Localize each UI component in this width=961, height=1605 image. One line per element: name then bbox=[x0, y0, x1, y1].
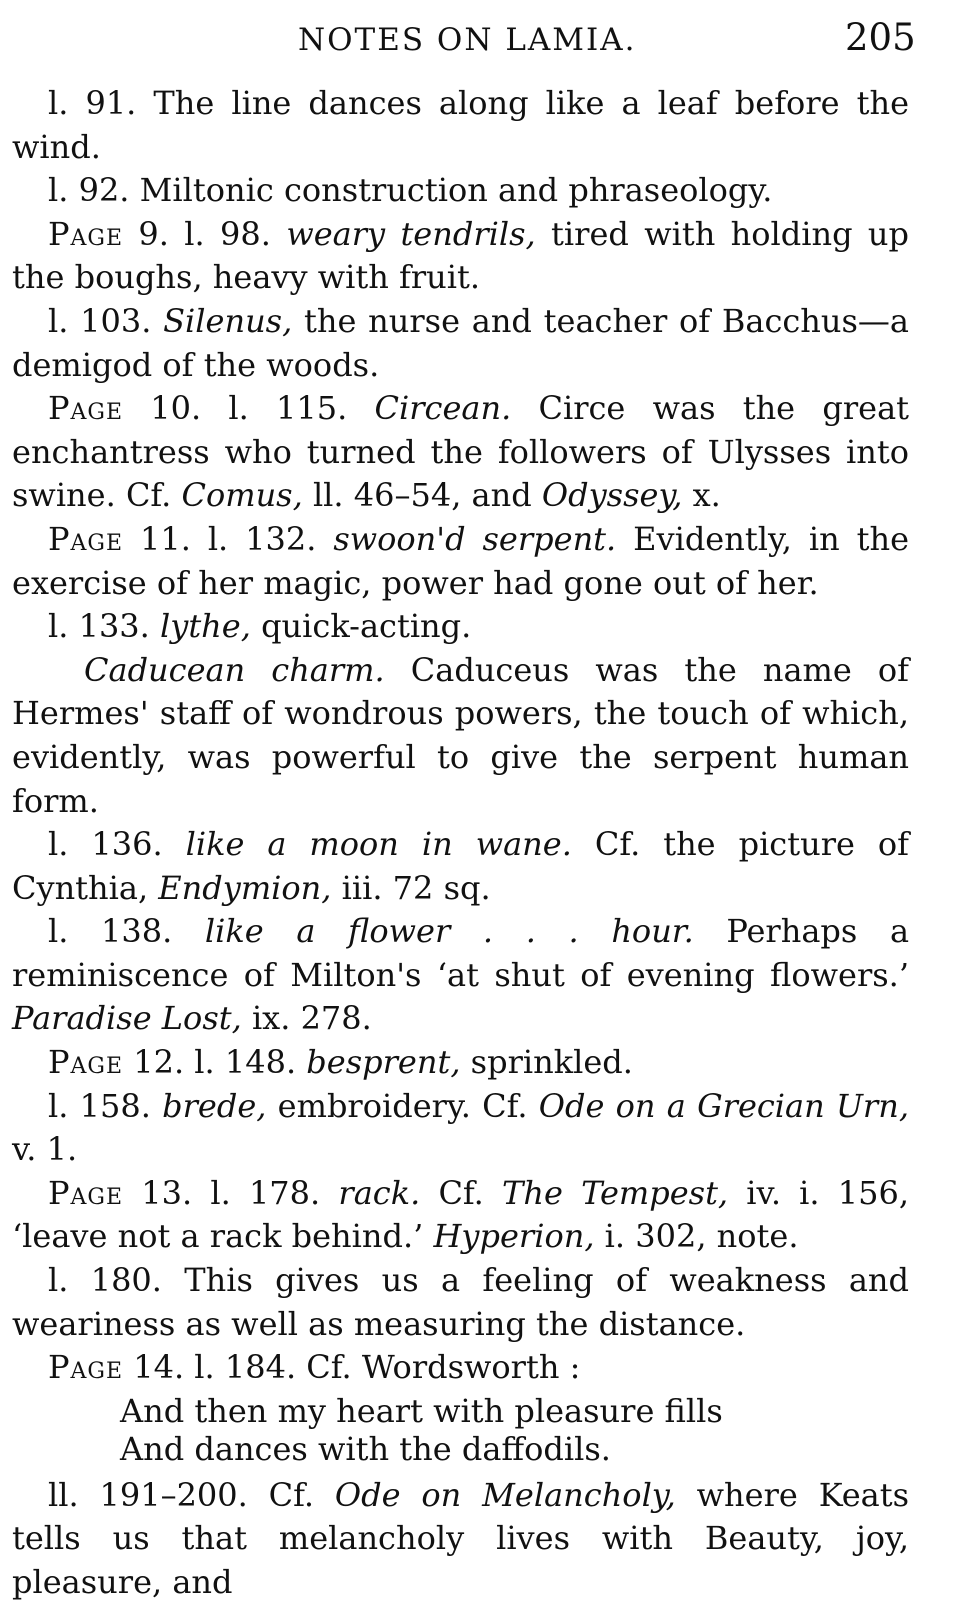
note-caducean: Caducean charm. Caduceus was the name of Hermes' staff of wondrous powers, the touch of which, evidently, was powerful to give the serpent human form. bbox=[12, 650, 910, 820]
note-line-92: l. 92. Miltonic construction and phraseology. bbox=[48, 171, 773, 210]
page-number: 205 bbox=[845, 16, 916, 59]
note-line-132: Page 11. l. 132. swoon'd serpent. Evidently, in the exercise of her magic, power had gone out of her. bbox=[12, 519, 910, 602]
note-line-136: l. 136. like a moon in wane. Cf. the picture of Cynthia, Endymion, iii. 72 sq. bbox=[12, 825, 910, 907]
note-line-138: l. 138. like a flower . . . hour. Perhaps a reminiscence of Milton's ‘at shut of evening flowers.’ Paradise Lost, ix. 278. bbox=[12, 912, 910, 1038]
page-header bbox=[0, 14, 961, 66]
running-head: NOTES ON LAMIA. bbox=[298, 22, 637, 58]
note-line-91: l. 91. The line dances along like a leaf before the wind. bbox=[12, 84, 910, 166]
note-line-148: Page 12. l. 148. besprent, sprinkled. bbox=[48, 1043, 633, 1082]
verse-line: And dances with the daffodils. bbox=[120, 1429, 611, 1468]
note-line-103: l. 103. Silenus, the nurse and teacher of Bacchus—a demigod of the woods. bbox=[12, 301, 910, 384]
note-line-98: Page 9. l. 98. weary tendrils, tired with holding up the boughs, heavy with fruit. bbox=[12, 214, 910, 297]
verse-line: And then my heart with pleasure fills bbox=[120, 1391, 723, 1430]
note-line-133: l. 133. lythe, quick-acting. bbox=[48, 607, 472, 646]
note-line-178: Page 13. l. 178. rack. Cf. The Tempest, iv. i. 156, ‘leave not a rack behind.’ Hyperion, i. 302, note. bbox=[12, 1173, 910, 1256]
note-line-180: l. 180. This gives us a feeling of weakness and weariness as well as measuring the distance. bbox=[12, 1261, 910, 1343]
notes-body bbox=[12, 82, 909, 1605]
note-line-115: Page 10. l. 115. Circean. Circe was the great enchantress who turned the followers of Ulysses into swine. Cf. Comus, ll. 46–54, and Odyssey, x. bbox=[12, 389, 910, 515]
note-line-158: l. 158. brede, embroidery. Cf. Ode on a Grecian Urn, v. 1. bbox=[12, 1086, 910, 1169]
note-line-191: ll. 191–200. Cf. Ode on Melancholy, where Keats tells us that melancholy lives with Beauty, joy, pleasure, and bbox=[12, 1475, 910, 1601]
verse-quote bbox=[12, 1392, 909, 1468]
note-line-184: Page 14. l. 184. Cf. Wordsworth : bbox=[48, 1348, 581, 1387]
